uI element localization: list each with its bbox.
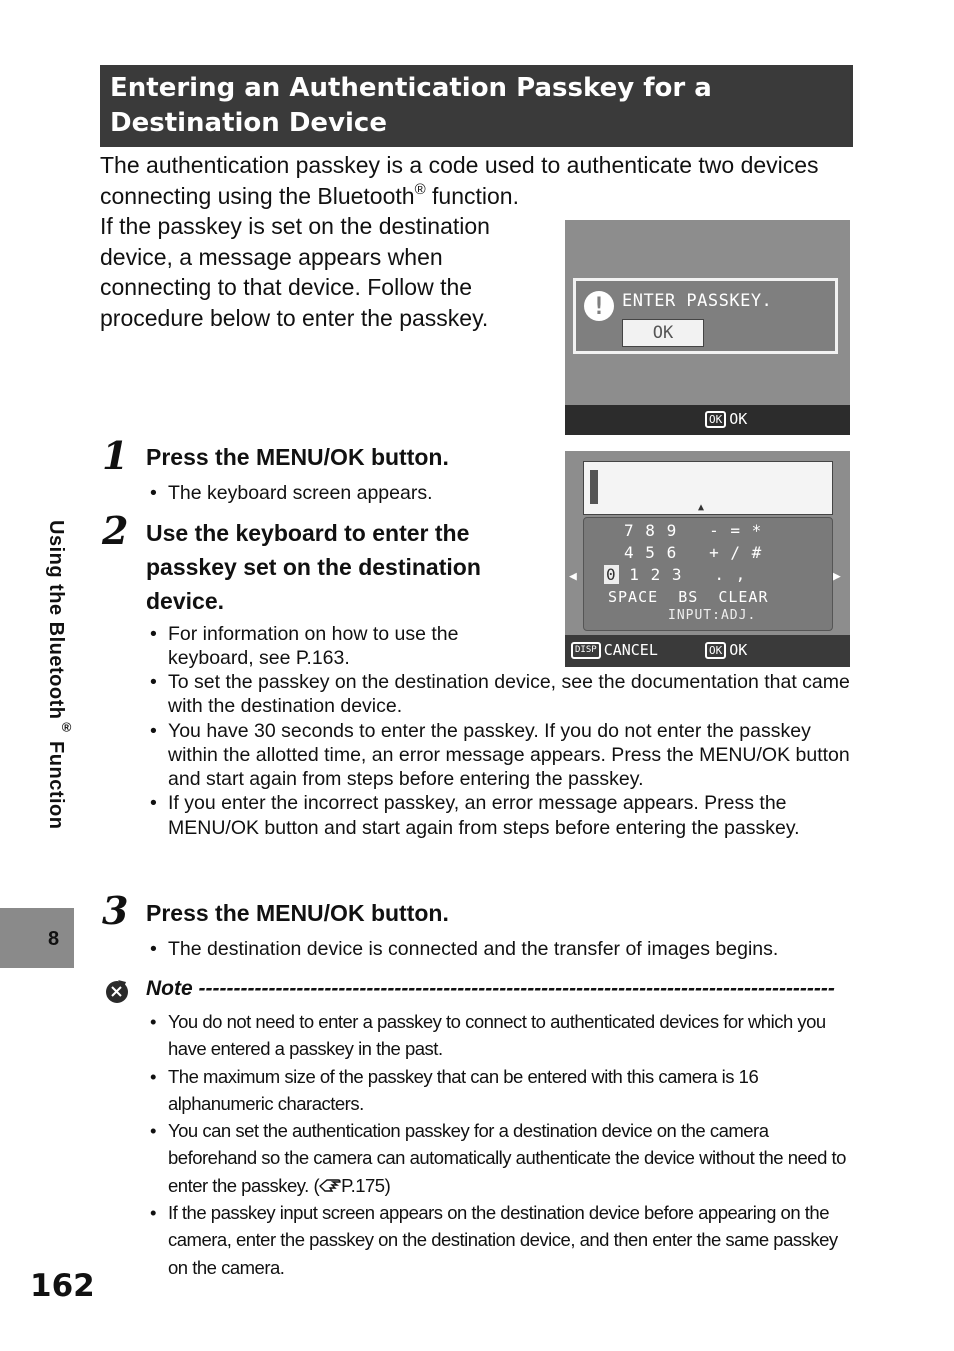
step-1-bullets: [146, 481, 546, 505]
key-7[interactable]: 7: [624, 521, 635, 540]
step-3-title: Press the MENU/OK button.: [146, 900, 449, 926]
key-period[interactable]: .: [714, 565, 726, 584]
intro-paragraph: [100, 150, 860, 211]
message-dialog: [573, 278, 838, 354]
step-2-title-line1: Use the keyboard to enter the: [146, 520, 470, 546]
ok-button-icon: OK: [705, 642, 726, 659]
cancel-label: CANCEL: [603, 641, 658, 659]
registered-mark: ®: [414, 180, 426, 198]
key-plus[interactable]: +: [709, 543, 720, 562]
step-1-title: Press the MENU/OK button.: [146, 444, 449, 470]
keyboard-footer: [565, 635, 850, 667]
key-slash[interactable]: /: [730, 543, 742, 562]
passkey-input-field[interactable]: [583, 461, 833, 515]
step-2-title-line2: passkey set on the destination: [146, 554, 481, 580]
key-6[interactable]: 6: [666, 543, 678, 562]
key-equals[interactable]: =: [730, 521, 742, 540]
screen-footer: [565, 405, 850, 435]
keyboard-panel: [583, 517, 833, 631]
note-ref-page[interactable]: P.175): [341, 1174, 391, 1196]
step-2-bullets-narrow: [146, 622, 566, 671]
keyboard-row-2: [624, 542, 769, 564]
list-item: • The keyboard screen appears.: [146, 481, 546, 505]
key-3[interactable]: 3: [671, 565, 683, 584]
footer-ok-label: OK: [729, 410, 748, 428]
side-label-text-end: Function: [45, 734, 67, 830]
list-item: • You do not need to enter a passkey to connect to authenticated devices for which you have entered a passkey in the past.: [146, 1008, 856, 1063]
camera-screen-keyboard: [565, 451, 850, 667]
caret-up-icon: ▲: [698, 502, 705, 513]
keyboard-hint: INPUT:ADJ.: [668, 608, 757, 623]
list-item: • For information on how to use the keyboard, see P.163.: [146, 622, 528, 671]
step-2-title: [146, 516, 566, 618]
key-0-selected[interactable]: 0: [606, 565, 617, 584]
intro-text-end: function.: [425, 182, 519, 209]
chapter-number: 8: [48, 928, 60, 950]
key-4[interactable]: 4: [624, 543, 635, 562]
key-comma[interactable]: ,: [735, 565, 747, 584]
step-1-number: 1: [102, 433, 129, 478]
key-9[interactable]: 9: [666, 521, 678, 540]
key-8[interactable]: 8: [645, 521, 656, 540]
section-heading: [100, 65, 853, 147]
hand-pointer-icon: [319, 1175, 341, 1193]
keyboard-row-1: [624, 520, 769, 542]
step-3-bullets: [146, 937, 858, 961]
note-header: [146, 975, 858, 1003]
key-asterisk[interactable]: *: [751, 521, 763, 540]
step-2-bullets: [146, 670, 858, 840]
note-list: [146, 1008, 856, 1281]
key-hash[interactable]: #: [751, 543, 763, 562]
list-item: • The destination device is connected and the transfer of images begins.: [146, 937, 858, 961]
list-item: • You have 30 seconds to enter the passkey. If you do not enter the passkey within the allotted time, an error message appears. Press the MENU/OK button and start again from steps before entering the passkey.: [146, 719, 858, 792]
list-item: • If you enter the incorrect passkey, an error message appears. Press the MENU/OK button and start again from steps before entering the passkey.: [146, 791, 858, 840]
step-2-number: 2: [102, 508, 129, 553]
list-item: • The maximum size of the passkey that can be entered with this camera is 16 alphanumeric characters.: [146, 1063, 856, 1118]
arrow-left-icon[interactable]: ◀: [569, 569, 577, 584]
key-backspace[interactable]: BS: [678, 588, 699, 606]
section-heading-line1: Entering an Authentication Passkey for a: [110, 73, 712, 103]
keyboard-row-3: [604, 564, 769, 586]
key-5[interactable]: 5: [645, 543, 656, 562]
intro-paragraph-2: If the passkey is set on the destination device, a message appears when connecting to that device. Follow the procedure below to enter the passkey.: [100, 213, 490, 331]
step-2-title-line3: device.: [146, 588, 224, 614]
text-cursor: [590, 470, 598, 504]
chapter-tab: [0, 908, 74, 968]
intro-text: The authentication passkey is a code used to authenticate two devices connecting using the Bluetooth: [100, 152, 819, 209]
note-divider: -------------------------------------------------------------------------------------------: [198, 977, 835, 1000]
key-2[interactable]: 2: [650, 565, 662, 584]
key-space[interactable]: SPACE: [608, 588, 659, 606]
key-1[interactable]: 1: [629, 565, 640, 584]
list-item: [146, 1117, 856, 1199]
key-clear[interactable]: CLEAR: [718, 588, 769, 606]
camera-screen-enter-passkey: [565, 220, 850, 435]
dialog-ok-button[interactable]: OK: [622, 319, 704, 347]
warning-icon: !: [584, 291, 614, 321]
list-item: • To set the passkey on the destination device, see the documentation that came with the destination device.: [146, 670, 858, 719]
list-item: • If the passkey input screen appears on the destination device before appearing on the camera, enter the passkey on the destination device, and then enter the same passkey on the camera.: [146, 1199, 856, 1281]
note-label: Note: [146, 977, 193, 1000]
keyboard-row-4: [608, 586, 769, 608]
note-text: You can set the authentication passkey for a destination device on the camera beforehand so the camera can automatically authenticate the device without the need to enter the passkey. (: [168, 1120, 846, 1196]
key-minus[interactable]: -: [709, 521, 720, 540]
ok-label: OK: [729, 641, 748, 659]
section-heading-line2: Destination Device: [110, 108, 387, 138]
chapter-side-label: [33, 520, 79, 900]
dialog-message: ENTER PASSKEY.: [622, 291, 773, 311]
disp-button-icon: DISP: [571, 642, 601, 659]
page-number: 162: [30, 1268, 95, 1304]
registered-mark: ®: [59, 719, 74, 735]
arrow-right-icon[interactable]: ▶: [833, 569, 841, 584]
side-label-text: Using the Bluetooth: [45, 520, 67, 720]
keyboard-keys: [606, 520, 769, 624]
ok-button-icon: OK: [705, 411, 726, 428]
step-3-number: 3: [102, 888, 129, 933]
note-icon: [104, 978, 130, 1004]
